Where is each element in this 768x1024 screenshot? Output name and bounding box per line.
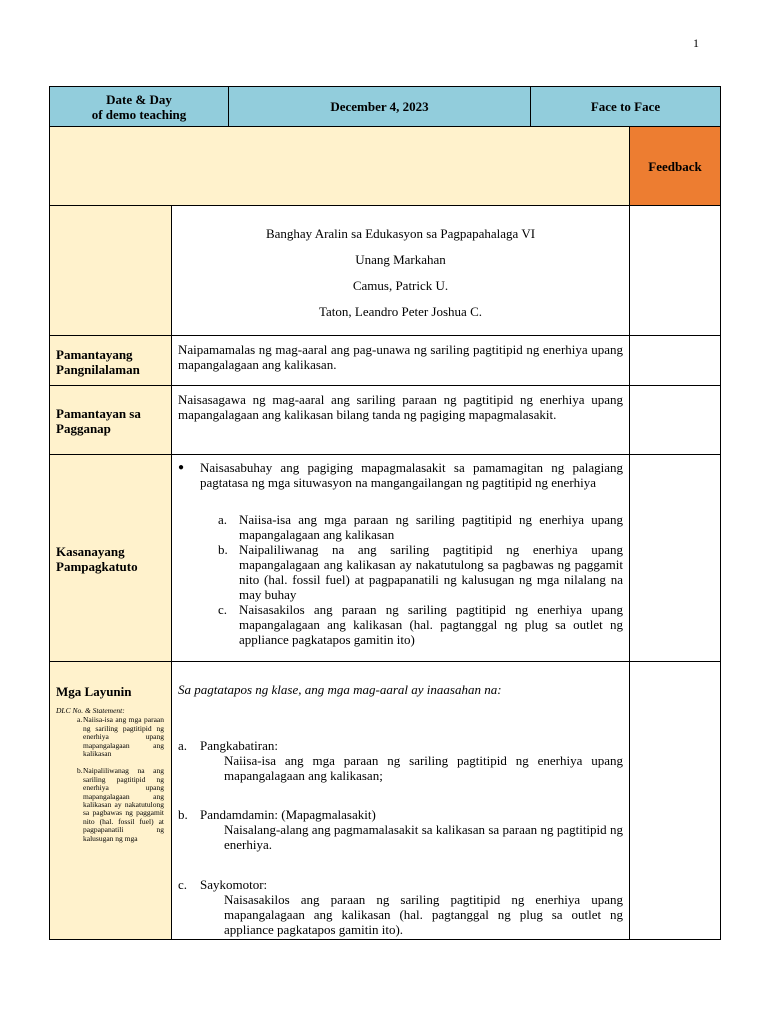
dlc-heading: DLC No. & Statement: (56, 706, 125, 715)
content-standard-text: Naipamamalas ng mag-aaral ang pag-unawa ng sariling pagtitipid ng enerhiya upang mapangalagaan ang kalikasan. (178, 342, 623, 372)
objectives-intro: Sa pagtatapos ng klase, ang mga mag-aaral ay inaasahan na: (178, 682, 502, 697)
goal-text: Naiisa-isa ang mga paraan ng sariling pagtitipid ng enerhiya upang mapangalagaan ang kalikasan; (224, 753, 623, 783)
competency-label (56, 544, 168, 574)
list-item (178, 512, 623, 542)
date-label-line2: of demo teaching (91, 106, 187, 122)
goal-text: Naisalang-alang ang pagmamalasakit sa kalikasan sa paraan ng pagtitipid ng enerhiya. (224, 822, 623, 852)
feedback-label: Feedback (648, 158, 702, 174)
dlc-item (56, 716, 164, 758)
list-marker: b. (77, 766, 83, 776)
performance-standard-text: Naisasagawa ng mag-aaral ang sariling paraan ng pagtitipid ng enerhiya upang mapangalagaan ang kalikasan bilang tanda ng pagiging mapagmalasakit. (178, 392, 623, 422)
list-marker: a. (77, 715, 83, 725)
list-item (178, 542, 623, 602)
list-text: Naiisa-isa ang mga paraan ng sariling pagtitipid ng enerhiya upang mapangalagaan ang kalikasan (239, 512, 623, 542)
list-item (178, 602, 623, 647)
date-value: December 4, 2023 (330, 99, 429, 114)
objective-goal (178, 807, 623, 852)
goal-domain (178, 807, 623, 822)
goal-domain (178, 877, 623, 892)
date-day-label (50, 87, 228, 126)
author-name: Taton, Leandro Peter Joshua C. (319, 304, 482, 319)
goal-domain (178, 738, 623, 753)
content-standard-label (56, 347, 168, 377)
performance-standard-label (56, 406, 168, 436)
date-label-line1: Date & Day (106, 91, 172, 107)
list-text: Naipaliliwanag na ang sariling pagtitipid ng enerhiya upang mapangalagaan ang kalikasan ay nakatutulong sa pagbawas ng paggamit nito (hal. fossil fuel) at pagpapanatili ng kalusugan ng mga nilalang na may buhay (239, 542, 623, 602)
bullet-text: Naisasabuhay ang pagiging mapagmalasakit sa pamamagitan ng palagiang pagtatasa ng mga situwasyon na mangangailangan ng pagtitipid ng enerhiya (200, 460, 623, 490)
goal-text: Naisasakilos ang paraan ng sariling pagtitipid ng enerhiya upang mapangalagaan ang kalikasan (hal. pagtanggal ng plug sa outlet ng appliance pagkatapos gamitin ito). (224, 892, 623, 937)
competency-bullet (178, 460, 623, 490)
list-text: Naisasakilos ang paraan ng sariling pagtitipid ng enerhiya upang mapangalagaan ang kalikasan (hal. pagtanggal ng plug sa outlet ng appliance pagkatapos gamitin ito) (239, 602, 623, 647)
domain-label: Pangkabatiran: (200, 738, 278, 753)
objectives-label: Mga Layunin (56, 684, 132, 699)
objective-goal (178, 877, 623, 937)
list-marker: c. (178, 877, 188, 892)
list-marker: c. (218, 602, 228, 617)
bullet-icon: ● (178, 462, 185, 473)
objective-goal (178, 738, 623, 783)
list-marker: a. (218, 512, 228, 527)
domain-label: Pandamdamin: (Mapagmalasakit) (200, 807, 376, 822)
list-text: Naiisa-isa ang mga paraan ng sariling pagtitipid ng enerhiya upang mapangalagaan ang kalikasan (83, 715, 164, 759)
label-line: Pamantayan sa (56, 406, 141, 421)
banner-row-background (49, 126, 630, 205)
dlc-block (56, 707, 168, 843)
lesson-title: Banghay Aralin sa Edukasyon sa Pagpapahalaga VI (265, 226, 536, 241)
domain-label: Saykomotor: (200, 877, 268, 892)
list-marker: b. (178, 807, 188, 822)
list-marker: b. (218, 542, 228, 557)
author-name: Camus, Patrick U. (352, 278, 449, 293)
label-line: Pangnilalaman (56, 362, 140, 377)
label-line: Pampagkatuto (56, 559, 138, 574)
dlc-item (56, 767, 164, 843)
label-line: Pamantayang (56, 347, 133, 362)
list-text: Naipaliliwanag na ang sariling pagtitipid ng enerhiya upang mapangalagaan ang kalikasan ay nakatutulong sa pagbawas ng paggamit nito (hal. fossil fuel) at pagpapanatili ng kalusugan ng mga (83, 766, 164, 843)
list-marker: a. (178, 738, 188, 753)
title-block (172, 206, 629, 335)
quarter-label: Unang Markahan (355, 252, 446, 267)
delivery-mode: Face to Face (590, 99, 661, 114)
label-line: Pagganap (56, 421, 111, 436)
competency-content (178, 460, 623, 647)
page-number: 1 (693, 36, 699, 50)
label-line: Kasanayang (56, 544, 125, 559)
